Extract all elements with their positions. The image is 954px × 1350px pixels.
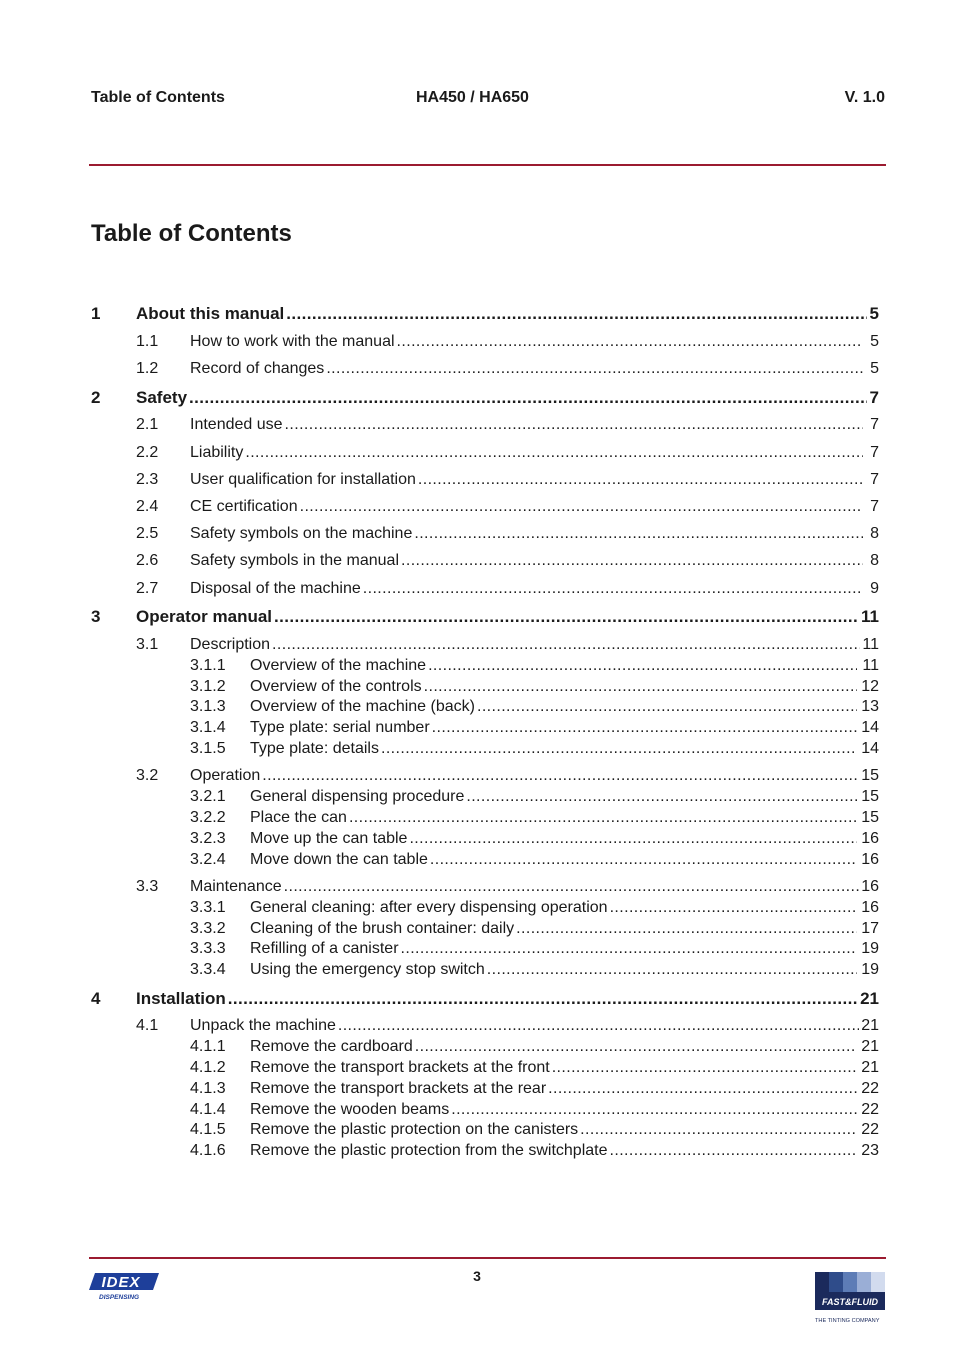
- toc-entry-title: Record of changes: [190, 360, 325, 377]
- toc-entry-page: 22: [861, 1121, 879, 1138]
- toc-entry-page: 17: [861, 920, 879, 937]
- toc-entry-title: Operation: [190, 767, 261, 784]
- toc-entry-number: 1.2: [136, 360, 159, 377]
- toc-entry-title: Remove the plastic protection from the switchplate: [250, 1142, 608, 1159]
- toc-entry-number: 4.1.6: [190, 1142, 226, 1159]
- toc-entry-level-3: [91, 899, 879, 917]
- toc-entry-page: 7: [870, 498, 879, 515]
- toc-entry-level-2: [91, 878, 879, 896]
- toc-entry-page: 22: [861, 1101, 879, 1118]
- fast-and-fluid-logo: [815, 1271, 890, 1326]
- toc-dot-leader: [338, 1017, 859, 1035]
- toc-entry-level-2: [91, 444, 879, 462]
- toc-entry-page: 21: [861, 1038, 879, 1055]
- toc-entry-page: 7: [870, 416, 879, 433]
- toc-dot-leader: [424, 678, 857, 696]
- toc-dot-leader: [466, 788, 857, 806]
- toc-dot-leader: [610, 899, 857, 917]
- toc-dot-leader: [610, 1142, 858, 1160]
- toc-entry-page: 15: [861, 767, 879, 784]
- toc-entry-title: Remove the transport brackets at the rear: [250, 1080, 547, 1097]
- toc-dot-leader: [228, 989, 858, 1009]
- toc-dot-leader: [548, 1080, 857, 1098]
- header-title: Table of Contents: [91, 89, 225, 106]
- toc-entry-title: Safety: [136, 388, 188, 407]
- fast-fluid-tagline: THE TINTING COMPANY: [815, 1318, 880, 1324]
- toc-dot-leader: [477, 698, 857, 716]
- toc-entry-level-3: [91, 830, 879, 848]
- toc-dot-leader: [552, 1059, 857, 1077]
- toc-dot-leader: [415, 1038, 857, 1056]
- toc-entry-number: 3.1.3: [190, 698, 226, 715]
- toc-entry-title: User qualification for installation: [190, 471, 416, 488]
- toc-entry-title: How to work with the manual: [190, 333, 395, 350]
- toc-entry-number: 2.6: [136, 552, 159, 569]
- toc-dot-leader: [414, 525, 863, 543]
- toc-dot-leader: [262, 767, 859, 785]
- toc-entry-number: 2.7: [136, 580, 159, 597]
- toc-entry-level-2: [91, 471, 879, 489]
- toc-entry-level-2: [91, 636, 879, 654]
- toc-entry-page: 23: [861, 1142, 879, 1159]
- idex-wordmark: IDEX: [101, 1274, 141, 1291]
- toc-entry-level-3: [91, 1059, 879, 1077]
- toc-entry-level-3: [91, 657, 879, 675]
- toc-entry-number: 3.1.1: [190, 657, 226, 674]
- toc-entry-level-2: [91, 1017, 879, 1035]
- toc-entry-number: 4.1: [136, 1017, 159, 1034]
- toc-dot-leader: [300, 498, 863, 516]
- toc-entry-level-3: [91, 678, 879, 696]
- toc-entry-number: 1.1: [136, 333, 159, 350]
- toc-entry-title: Liability: [190, 444, 244, 461]
- toc-entry-number: 3.3.2: [190, 920, 226, 937]
- toc-entry-level-2: [91, 767, 879, 785]
- toc-entry-title: Remove the wooden beams: [250, 1101, 450, 1118]
- header-model: HA450 / HA650: [416, 89, 529, 106]
- toc-dot-leader: [381, 740, 857, 758]
- toc-entry-number: 3.1.5: [190, 740, 226, 757]
- toc-entry-title: Installation: [136, 989, 226, 1008]
- toc-entry-title: Disposal of the machine: [190, 580, 361, 597]
- toc-entry-level-1: [91, 989, 879, 1009]
- toc-dot-leader: [284, 878, 860, 896]
- toc-entry-page: 19: [861, 940, 879, 957]
- toc-entry-number: 3.2: [136, 767, 159, 784]
- toc-entry-number: 3: [91, 607, 101, 626]
- toc-entry-title: Remove the cardboard: [250, 1038, 413, 1055]
- toc-entry-level-3: [91, 920, 879, 938]
- toc-entry-title: Overview of the controls: [250, 678, 422, 695]
- toc-entry-number: 2.1: [136, 416, 159, 433]
- header-version: V. 1.0: [844, 89, 885, 106]
- toc-entry-level-2: [91, 498, 879, 516]
- toc-entry-level-3: [91, 809, 879, 827]
- toc-dot-leader: [326, 360, 863, 378]
- toc-entry-level-1: [91, 388, 879, 408]
- toc-entry-title: About this manual: [136, 304, 285, 323]
- toc-entry-level-2: [91, 552, 879, 570]
- toc-entry-number: 3.3: [136, 878, 159, 895]
- toc-entry-number: 2.2: [136, 444, 159, 461]
- toc-entry-number: 3.2.1: [190, 788, 226, 805]
- toc-entry-page: 21: [861, 1059, 879, 1076]
- toc-entry-number: 3.3.4: [190, 961, 226, 978]
- toc-entry-number: 4.1.1: [190, 1038, 226, 1055]
- toc-entry-level-3: [91, 961, 879, 979]
- toc-entry-page: 15: [861, 809, 879, 826]
- toc-entry-page: 16: [861, 878, 879, 895]
- toc-entry-level-3: [91, 851, 879, 869]
- toc-entry-page: 11: [861, 607, 879, 626]
- toc-dot-leader: [272, 636, 860, 654]
- toc-entry-number: 4.1.4: [190, 1101, 226, 1118]
- toc-dot-leader: [286, 304, 867, 324]
- toc-entry-level-2: [91, 360, 879, 378]
- toc-entry-number: 3.1.2: [190, 678, 226, 695]
- toc-dot-leader: [397, 333, 863, 351]
- toc-entry-number: 4.1.2: [190, 1059, 226, 1076]
- toc-entry-number: 3.3.1: [190, 899, 226, 916]
- toc-entry-title: Description: [190, 636, 271, 653]
- toc-entry-title: Unpack the machine: [190, 1017, 336, 1034]
- toc-entry-level-3: [91, 1101, 879, 1119]
- footer-rule: [89, 1257, 886, 1259]
- toc-entry-number: 2.4: [136, 498, 159, 515]
- toc-entry-page: 11: [862, 636, 879, 653]
- toc-entry-page: 16: [861, 899, 879, 916]
- toc-entry-page: 15: [861, 788, 879, 805]
- toc-entry-title: Type plate: serial number: [250, 719, 430, 736]
- toc-entry-level-2: [91, 525, 879, 543]
- toc-entry-title: General cleaning: after every dispensing operation: [250, 899, 608, 916]
- toc-entry-number: 3.2.4: [190, 851, 226, 868]
- toc-entry-title: General dispensing procedure: [250, 788, 465, 805]
- toc-entry-number: 3.2.3: [190, 830, 226, 847]
- toc-entry-level-2: [91, 416, 879, 434]
- toc-dot-leader: [409, 830, 857, 848]
- toc-entry-number: 4: [91, 989, 101, 1008]
- toc-entry-title: Intended use: [190, 416, 283, 433]
- toc-entry-page: 16: [861, 851, 879, 868]
- toc-entry-page: 7: [870, 444, 879, 461]
- toc-dot-leader: [428, 657, 857, 675]
- toc-dot-leader: [418, 471, 863, 489]
- toc-entry-number: 4.1.3: [190, 1080, 226, 1097]
- toc-entry-title: Move up the can table: [250, 830, 408, 847]
- toc-dot-leader: [580, 1121, 857, 1139]
- toc-entry-number: 2.5: [136, 525, 159, 542]
- toc-dot-leader: [516, 920, 857, 938]
- toc-dot-leader: [451, 1101, 857, 1119]
- toc-dot-leader: [432, 719, 857, 737]
- toc-entry-level-2: [91, 580, 879, 598]
- toc-dot-leader: [245, 444, 863, 462]
- toc-dot-leader: [274, 607, 859, 627]
- toc-entry-page: 11: [862, 657, 879, 674]
- toc-entry-title: Cleaning of the brush container: daily: [250, 920, 515, 937]
- toc-dot-leader: [363, 580, 863, 598]
- toc-entry-level-3: [91, 1142, 879, 1160]
- toc-entry-number: 3.3.3: [190, 940, 226, 957]
- toc-entry-page: 8: [870, 525, 879, 542]
- toc-entry-number: 3.1.4: [190, 719, 226, 736]
- toc-entry-title: Safety symbols in the manual: [190, 552, 399, 569]
- toc-entry-number: 2: [91, 388, 101, 407]
- toc-entry-page: 5: [870, 333, 879, 350]
- toc-entry-title: Remove the plastic protection on the canisters: [250, 1121, 579, 1138]
- toc-entry-level-3: [91, 1080, 879, 1098]
- toc-entry-level-3: [91, 719, 879, 737]
- toc-entry-page: 9: [870, 580, 879, 597]
- toc-entry-page: 5: [870, 360, 879, 377]
- toc-dot-leader: [401, 552, 863, 570]
- toc-entry-title: Using the emergency stop switch: [250, 961, 485, 978]
- toc-dot-leader: [285, 416, 863, 434]
- toc-entry-page: 21: [860, 989, 879, 1008]
- toc-entry-page: 21: [861, 1017, 879, 1034]
- header-rule: [89, 164, 886, 166]
- toc-entry-level-1: [91, 304, 879, 324]
- toc-entry-page: 13: [861, 698, 879, 715]
- toc-entry-title: Overview of the machine (back): [250, 698, 475, 715]
- toc-entry-number: 1: [91, 304, 101, 323]
- toc-entry-title: Overview of the machine: [250, 657, 427, 674]
- idex-subtitle: DISPENSING: [99, 1294, 140, 1301]
- toc-entry-level-2: [91, 333, 879, 351]
- toc-entry-page: 7: [870, 471, 879, 488]
- toc-entry-title: Operator manual: [136, 607, 273, 626]
- toc-dot-leader: [349, 809, 857, 827]
- toc-entry-level-3: [91, 1121, 879, 1139]
- toc-entry-level-3: [91, 740, 879, 758]
- toc-entry-page: 19: [861, 961, 879, 978]
- toc-entry-page: 22: [861, 1080, 879, 1097]
- toc-entry-title: Move down the can table: [250, 851, 428, 868]
- toc-entry-page: 7: [869, 388, 879, 407]
- toc-entry-title: Safety symbols on the machine: [190, 525, 413, 542]
- page-title: Table of Contents: [91, 220, 292, 247]
- toc-entry-level-3: [91, 1038, 879, 1056]
- toc-entry-title: Refilling of a canister: [250, 940, 399, 957]
- fast-fluid-wordmark: FAST&FLUID: [822, 1297, 878, 1307]
- toc-entry-number: 3.2.2: [190, 809, 226, 826]
- toc-entry-level-3: [91, 788, 879, 806]
- toc-entry-page: 14: [861, 740, 879, 757]
- toc-entry-title: Place the can: [250, 809, 347, 826]
- toc-dot-leader: [401, 940, 857, 958]
- toc-entry-level-3: [91, 698, 879, 716]
- toc-entry-number: 2.3: [136, 471, 159, 488]
- toc-entry-page: 16: [861, 830, 879, 847]
- toc-entry-page: 8: [870, 552, 879, 569]
- toc-entry-title: Remove the transport brackets at the front: [250, 1059, 550, 1076]
- toc-entry-page: 5: [869, 304, 879, 323]
- toc-entry-level-1: [91, 607, 879, 627]
- toc-dot-leader: [487, 961, 857, 979]
- toc-entry-number: 3.1: [136, 636, 159, 653]
- toc-entry-title: Maintenance: [190, 878, 282, 895]
- toc-entry-page: 12: [861, 678, 879, 695]
- toc-dot-leader: [430, 851, 857, 869]
- toc-entry-level-3: [91, 940, 879, 958]
- toc-entry-title: Type plate: details: [250, 740, 379, 757]
- page-number: 3: [473, 1268, 481, 1284]
- toc-entry-title: CE certification: [190, 498, 298, 515]
- toc-entry-page: 14: [861, 719, 879, 736]
- toc-dot-leader: [189, 388, 867, 408]
- toc-entry-number: 4.1.5: [190, 1121, 226, 1138]
